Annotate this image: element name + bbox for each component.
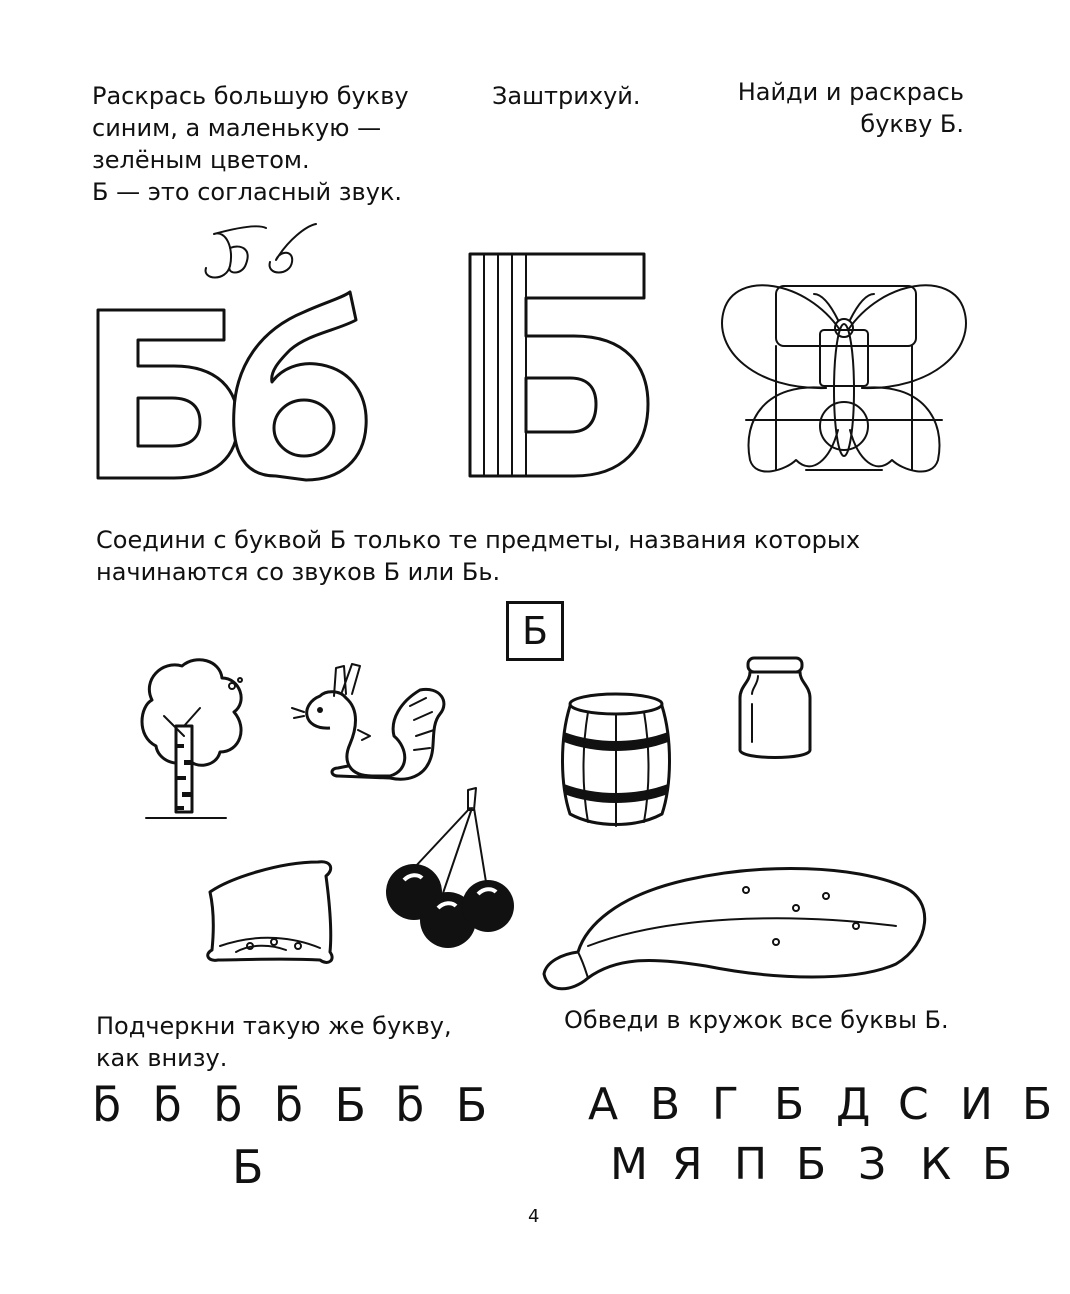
letter-option[interactable]: П: [734, 1139, 768, 1190]
letter-option[interactable]: Я: [672, 1139, 703, 1190]
task-line: Б — это согласный звук.: [92, 178, 403, 206]
task-line: букву Б.: [860, 110, 964, 138]
task-line: Найди и раскрась: [737, 78, 964, 106]
task-line: Раскрась большую букву: [92, 82, 409, 110]
underline-letter-row: [92, 1080, 502, 1130]
task-line: начинаются со звуков Б или Бь.: [96, 558, 501, 586]
task-line: зелёным цветом.: [92, 146, 310, 174]
letter-option[interactable]: А: [588, 1079, 619, 1130]
letter-option[interactable]: Б: [334, 1078, 367, 1132]
letter-option[interactable]: С: [898, 1079, 929, 1130]
task-line: как внизу.: [96, 1044, 228, 1072]
script-letter-b-icon: [196, 218, 326, 288]
task-underline-text: [96, 1010, 452, 1074]
task-line: Подчеркни такую же букву,: [96, 1012, 452, 1040]
barrel-icon[interactable]: [556, 688, 676, 832]
task-find-color-text: [700, 76, 964, 140]
letter-option[interactable]: И: [960, 1079, 993, 1130]
task-line: синим, а маленькую —: [92, 114, 382, 142]
sample-letter: Б: [232, 1140, 264, 1194]
letter-option[interactable]: ƃ: [395, 1078, 425, 1132]
task-hatch-text: [492, 80, 641, 112]
cherries-icon[interactable]: [384, 784, 520, 956]
pillow-icon[interactable]: [200, 856, 342, 966]
task-color-letter-text: [92, 80, 409, 208]
letter-option[interactable]: М: [610, 1139, 648, 1190]
task-connect-text: [96, 524, 860, 588]
letter-option[interactable]: ƃ: [152, 1078, 182, 1132]
letter-option[interactable]: Б: [796, 1139, 827, 1190]
squirrel-icon[interactable]: [290, 650, 450, 790]
letter-option[interactable]: ƃ: [92, 1078, 122, 1132]
task-line: Обведи в кружок все буквы Б.: [564, 1006, 949, 1034]
circle-letter-row-1: [588, 1080, 1070, 1130]
task-line: Соедини с буквой Б только те предметы, названия которых: [96, 526, 861, 554]
butterfly-hidden-letters-icon: [716, 270, 972, 496]
hatched-letter-b-icon: [466, 250, 652, 482]
task-circle-text: [564, 1004, 949, 1036]
letter-option[interactable]: ƃ: [213, 1078, 243, 1132]
letter-option[interactable]: Г: [712, 1079, 739, 1130]
letter-option[interactable]: Б: [1022, 1079, 1053, 1130]
page-number: 4: [528, 1206, 540, 1227]
letter-option[interactable]: К: [920, 1139, 952, 1190]
birch-tree-icon[interactable]: [136, 656, 256, 826]
target-letter-box[interactable]: Б: [506, 601, 564, 661]
letter-option[interactable]: Д: [836, 1079, 871, 1130]
task-line: Заштрихуй.: [492, 82, 641, 110]
outline-letter-b-icon: [94, 290, 374, 490]
letter-option[interactable]: ƃ: [273, 1078, 304, 1132]
letter-option[interactable]: Б: [774, 1079, 805, 1130]
banana-icon[interactable]: [526, 856, 938, 996]
letter-option[interactable]: З: [858, 1139, 887, 1190]
jar-icon[interactable]: [738, 654, 812, 764]
circle-letter-row-2: [610, 1140, 1030, 1190]
letter-option[interactable]: Б: [982, 1139, 1013, 1190]
letter-option[interactable]: Ƃ: [455, 1078, 488, 1132]
letter-option[interactable]: В: [650, 1079, 681, 1130]
